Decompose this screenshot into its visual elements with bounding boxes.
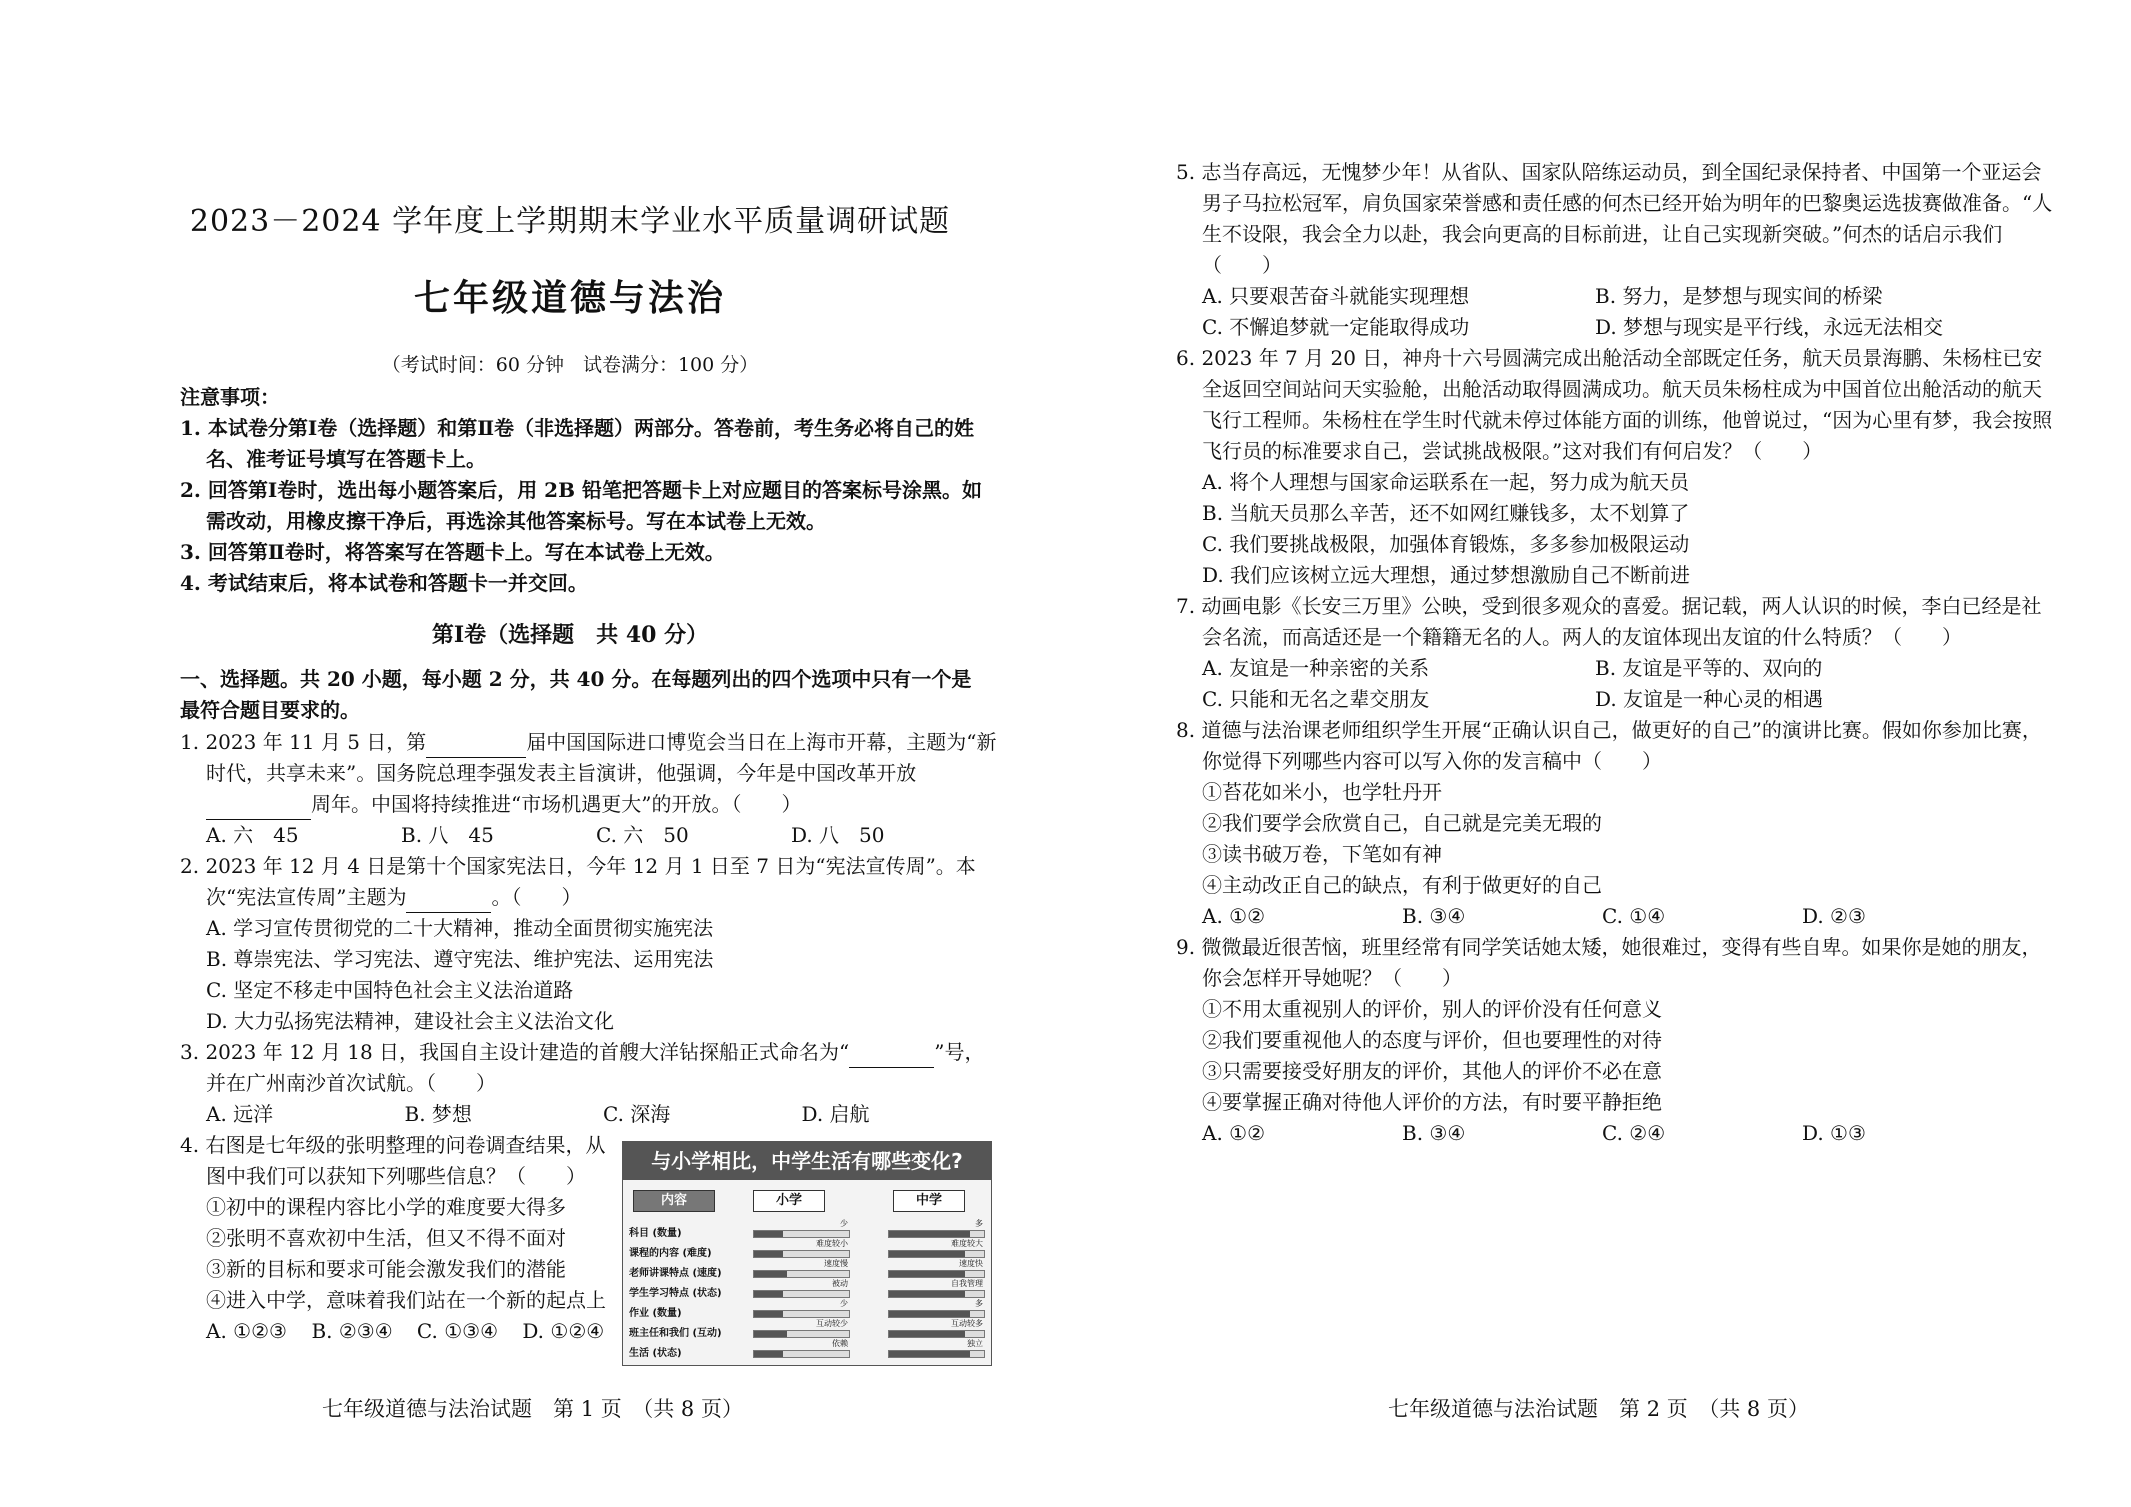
figure-row-label: 课程的内容 (难度)	[629, 1248, 712, 1259]
q6-option-c: C. 我们要挑战极限，加强体育锻炼，多多参加极限运动	[1202, 532, 1690, 556]
figure-middle-bar	[888, 1310, 985, 1318]
q6-option-b: B. 当航天员那么辛苦，还不如网红赚钱多，太不划算了	[1202, 501, 1690, 525]
q8-stem: 8. 道德与法治课老师组织学生开展“正确认识自己，做更好的自己”的演讲比赛。假如你参加比赛，你觉得下列哪些内容可以写入你的发言稿中（ ）	[1176, 718, 2042, 773]
q1-stem-c: 周年。中国将持续推进“市场机遇更大”的开放。（ ）	[311, 792, 802, 816]
question-8	[1176, 715, 2056, 932]
q3-option-d: D. 启航	[801, 1102, 870, 1126]
question-3	[180, 1037, 1000, 1130]
figure-row-label: 科目 (数量)	[629, 1228, 682, 1239]
question-1	[180, 727, 1000, 851]
figure-row-label: 学生学习特点 (状态)	[629, 1288, 722, 1299]
figure-primary-bar	[753, 1330, 850, 1338]
q3-option-a: A. 远洋	[206, 1102, 274, 1126]
q7-option-d: D. 友谊是一种心灵的相遇	[1595, 687, 1824, 711]
figure-middle-bar	[888, 1250, 985, 1258]
q6-option-d: D. 我们应该树立远大理想，通过梦想激励自己不断前进	[1202, 563, 1691, 587]
q5-option-c: C. 不懈追梦就一定能取得成功	[1202, 315, 1470, 339]
q1-blank-2	[206, 797, 311, 820]
figure-middle-bar-fill	[889, 1231, 970, 1237]
q1-blank-1	[426, 735, 526, 758]
q3-stem-b: ”号，并在广州南沙首次试航。（ ）	[206, 1040, 985, 1095]
figure-title: 与小学相比，中学生活有哪些变化?	[623, 1142, 991, 1180]
q2-blank	[406, 890, 491, 913]
question-6	[1176, 343, 2056, 591]
q1-option-d: D. 八 50	[791, 823, 885, 847]
question-4	[180, 1130, 620, 1347]
q9-stem: 9. 微微最近很苦恼，班里经常有同学笑话她太矮，她很难过，变得有些自卑。如果你是她的朋友，你会怎样开导她呢？（ ）	[1176, 935, 2042, 990]
q2-option-c: C. 坚定不移走中国特色社会主义法治道路	[206, 978, 574, 1002]
q9-statement-4: ④要掌握正确对待他人评价的方法，有时要平静拒绝	[1202, 1090, 1662, 1114]
q9-statement-3: ③只需要接受好朋友的评价，其他人的评价不必在意	[1202, 1059, 1662, 1083]
q3-stem-a: 3. 2023 年 12 月 18 日，我国自主设计建造的首艘大洋钻探船正式命名为“	[180, 1040, 850, 1064]
q8-statement-1: ①苔花如米小，也学牡丹开	[1202, 780, 1442, 804]
q8-statement-3: ③读书破万卷，下笔如有神	[1202, 842, 1442, 866]
figure-primary-text: 少	[840, 1219, 848, 1228]
q4-option-d: D. ①②④	[522, 1319, 605, 1343]
survey-figure	[622, 1141, 992, 1366]
figure-middle-bar-fill	[889, 1311, 970, 1317]
notice-block	[180, 382, 1000, 599]
q4-statement-4: ④进入中学，意味着我们站在一个新的起点上	[206, 1288, 606, 1312]
figure-row-label: 作业 (数量)	[629, 1308, 682, 1319]
q8-statement-4: ④主动改正自己的缺点，有利于做更好的自己	[1202, 873, 1602, 897]
figure-middle-bar	[888, 1350, 985, 1358]
figure-primary-bar	[753, 1270, 850, 1278]
question-7	[1176, 591, 2056, 715]
figure-middle-text: 互动较多	[951, 1319, 983, 1328]
figure-primary-bar	[753, 1290, 850, 1298]
figure-middle-text: 独立	[967, 1339, 983, 1348]
q5-option-a: A. 只要艰苦奋斗就能实现理想	[1202, 284, 1470, 308]
q2-stem-a: 2. 2023 年 12 月 4 日是第十个国家宪法日，今年 12 月 1 日至 7 日为“宪法宣传周”。本次“宪法宣传周”主题为	[180, 854, 976, 909]
figure-middle-bar-fill	[889, 1291, 965, 1297]
figure-primary-bar-fill	[754, 1251, 783, 1257]
figure-middle-bar	[888, 1270, 985, 1278]
figure-col-primary: 小学	[753, 1190, 825, 1212]
section-intro: 一、选择题。共 20 小题，每小题 2 分，共 40 分。在每题列出的四个选项中只有一个是最符合题目要求的。	[180, 667, 972, 722]
q1-stem-b: 届中国国际进口博览会当日在上海市开幕，主题为“新时代，共享未来”。国务院总理李强发表主旨演讲，他强调，今年是中国改革开放	[206, 730, 997, 785]
q8-option-c: C. ①④	[1602, 904, 1666, 928]
q1-option-b: B. 八 45	[401, 823, 494, 847]
q8-option-d: D. ②③	[1802, 904, 1866, 928]
q9-option-c: C. ②④	[1602, 1121, 1666, 1145]
q6-stem: 6. 2023 年 7 月 20 日，神舟十六号圆满完成出舱活动全部既定任务，航天员景海鹏、朱杨柱已安全返回空间站问天实验舱，出舱活动取得圆满成功。航天员朱杨柱成为中国首位出舱活动的航天飞行工程师。朱杨柱在学生时代就未停过体能方面的训练，他曾说过，“因为心里有梦，我会按照飞行员的标准要求自己，尝试挑战极限。”这对我们有何启发？（ ）	[1176, 346, 2053, 463]
exam-title: 2023－2024 学年度上学期期末学业水平质量调研试题	[189, 204, 951, 239]
q9-option-b: B. ③④	[1402, 1121, 1466, 1145]
q7-option-a: A. 友谊是一种亲密的关系	[1202, 656, 1430, 680]
q2-option-d: D. 大力弘扬宪法精神，建设社会主义法治文化	[206, 1009, 615, 1033]
question-2	[180, 851, 1000, 1037]
figure-middle-text: 难度较大	[951, 1239, 983, 1248]
notice-heading: 注意事项：	[180, 385, 280, 409]
section-title: 第Ⅰ卷（选择题 共 40 分）	[431, 622, 709, 648]
q7-option-c: C. 只能和无名之辈交朋友	[1202, 687, 1430, 711]
figure-middle-bar-fill	[889, 1271, 965, 1277]
figure-primary-bar-fill	[754, 1271, 787, 1277]
figure-primary-bar-fill	[754, 1231, 783, 1237]
q4-statement-3: ③新的目标和要求可能会激发我们的潜能	[206, 1257, 566, 1281]
figure-row-label: 班主任和我们 (互动)	[629, 1328, 722, 1339]
notice-item: 2. 回答第Ⅰ卷时，选出每小题答案后，用 2B 铅笔把答题卡上对应题目的答案标号涂黑。如需改动，用橡皮擦干净后，再选涂其他答案标号。写在本试卷上无效。	[180, 478, 982, 533]
q4-stem: 4. 右图是七年级的张明整理的问卷调查结果，从图中我们可以获知下列哪些信息？（ ）	[180, 1133, 606, 1188]
figure-primary-bar-fill	[754, 1311, 783, 1317]
figure-primary-bar-fill	[754, 1291, 783, 1297]
figure-table	[623, 1180, 991, 1365]
figure-col-middle: 中学	[893, 1190, 965, 1212]
q6-option-a: A. 将个人理想与国家命运联系在一起，努力成为航天员	[1202, 470, 1690, 494]
figure-primary-bar	[753, 1310, 850, 1318]
subject-title: 七年级道德与法治	[413, 277, 726, 319]
figure-middle-bar	[888, 1230, 985, 1238]
q9-statement-2: ②我们要重视他人的态度与评价，但也要理性的对待	[1202, 1028, 1662, 1052]
figure-middle-bar-fill	[889, 1331, 965, 1337]
q9-option-d: D. ①③	[1802, 1121, 1866, 1145]
q2-option-b: B. 尊崇宪法、学习宪法、遵守宪法、维护宪法、运用宪法	[206, 947, 714, 971]
q8-option-a: A. ①②	[1202, 904, 1266, 928]
figure-col-content: 内容	[633, 1190, 715, 1212]
q5-stem: 5. 志当存高远，无愧梦少年！从省队、国家队陪练运动员，到全国纪录保持者、中国第一个亚运会男子马拉松冠军，肩负国家荣誉感和责任感的何杰已经开始为明年的巴黎奥运选拔赛做准备。“人生不设限，我会全力以赴，我会向更高的目标前进，让自己实现新突破。”何杰的话启示我们（ ）	[1176, 160, 2053, 277]
page-footer-left: 七年级道德与法治试题 第 1 页 （共 8 页）	[322, 1397, 743, 1421]
figure-primary-text: 依赖	[832, 1339, 848, 1348]
q9-option-a: A. ①②	[1202, 1121, 1266, 1145]
q1-stem-a: 1. 2023 年 11 月 5 日，第	[180, 730, 427, 754]
figure-row-label: 生活 (状态)	[629, 1348, 682, 1359]
page-footer-right: 七年级道德与法治试题 第 2 页 （共 8 页）	[1388, 1397, 1809, 1421]
page-left	[0, 0, 1065, 1507]
question-5	[1176, 157, 2056, 343]
q1-option-c: C. 六 50	[596, 823, 689, 847]
notice-item: 4. 考试结束后，将本试卷和答题卡一并交回。	[180, 571, 588, 595]
figure-primary-text: 少	[840, 1299, 848, 1308]
figure-middle-bar-fill	[889, 1351, 970, 1357]
figure-primary-bar	[753, 1230, 850, 1238]
q3-blank	[849, 1045, 934, 1068]
figure-row-label: 老师讲课特点 (速度)	[629, 1268, 722, 1279]
figure-primary-bar-fill	[754, 1351, 783, 1357]
figure-middle-text: 速度快	[959, 1259, 983, 1268]
figure-primary-text: 速度慢	[824, 1259, 848, 1268]
q3-option-b: B. 梦想	[404, 1102, 472, 1126]
q4-option-b: B. ②③④	[311, 1319, 393, 1343]
figure-middle-text: 自我管理	[951, 1279, 983, 1288]
q3-option-c: C. 深海	[603, 1102, 671, 1126]
q4-statement-1: ①初中的课程内容比小学的难度要大得多	[206, 1195, 566, 1219]
figure-primary-bar	[753, 1350, 850, 1358]
q8-option-b: B. ③④	[1402, 904, 1466, 928]
q8-statement-2: ②我们要学会欣赏自己，自己就是完美无瑕的	[1202, 811, 1602, 835]
q2-option-a: A. 学习宣传贯彻党的二十大精神，推动全面贯彻实施宪法	[206, 916, 714, 940]
figure-middle-text: 多	[975, 1219, 983, 1228]
figure-middle-text: 多	[975, 1299, 983, 1308]
figure-middle-bar	[888, 1290, 985, 1298]
q4-option-c: C. ①③④	[416, 1319, 498, 1343]
q5-option-d: D. 梦想与现实是平行线，永远无法相交	[1595, 315, 1944, 339]
exam-meta: （考试时间：60 分钟 试卷满分：100 分）	[381, 354, 759, 376]
notice-item: 1. 本试卷分第Ⅰ卷（选择题）和第Ⅱ卷（非选择题）两部分。答卷前，考生务必将自己的姓名、准考证号填写在答题卡上。	[180, 416, 975, 471]
q7-option-b: B. 友谊是平等的、双向的	[1595, 656, 1823, 680]
q7-stem: 7. 动画电影《长安三万里》公映，受到很多观众的喜爱。据记载，两人认识的时候，李白已经是社会名流，而高适还是一个籍籍无名的人。两人的友谊体现出友谊的什么特质？（ ）	[1176, 594, 2042, 649]
figure-primary-text: 难度较小	[816, 1239, 848, 1248]
figure-middle-bar-fill	[889, 1251, 965, 1257]
q9-statement-1: ①不用太重视别人的评价，别人的评价没有任何意义	[1202, 997, 1662, 1021]
figure-primary-text: 被动	[832, 1279, 848, 1288]
q1-option-a: A. 六 45	[206, 823, 299, 847]
q4-statement-2: ②张明不喜欢初中生活，但又不得不面对	[206, 1226, 566, 1250]
question-9	[1176, 932, 2056, 1149]
q2-stem-b: 。（ ）	[491, 885, 582, 909]
figure-primary-bar	[753, 1250, 850, 1258]
q4-option-a: A. ①②③	[206, 1319, 287, 1343]
page-right	[1066, 0, 2131, 1507]
figure-primary-bar-fill	[754, 1331, 787, 1337]
questions-right	[1176, 157, 2056, 1149]
figure-primary-text: 互动较少	[816, 1319, 848, 1328]
notice-item: 3. 回答第Ⅱ卷时，将答案写在答题卡上。写在本试卷上无效。	[180, 540, 725, 564]
figure-middle-bar	[888, 1330, 985, 1338]
q5-option-b: B. 努力，是梦想与现实间的桥梁	[1595, 284, 1883, 308]
